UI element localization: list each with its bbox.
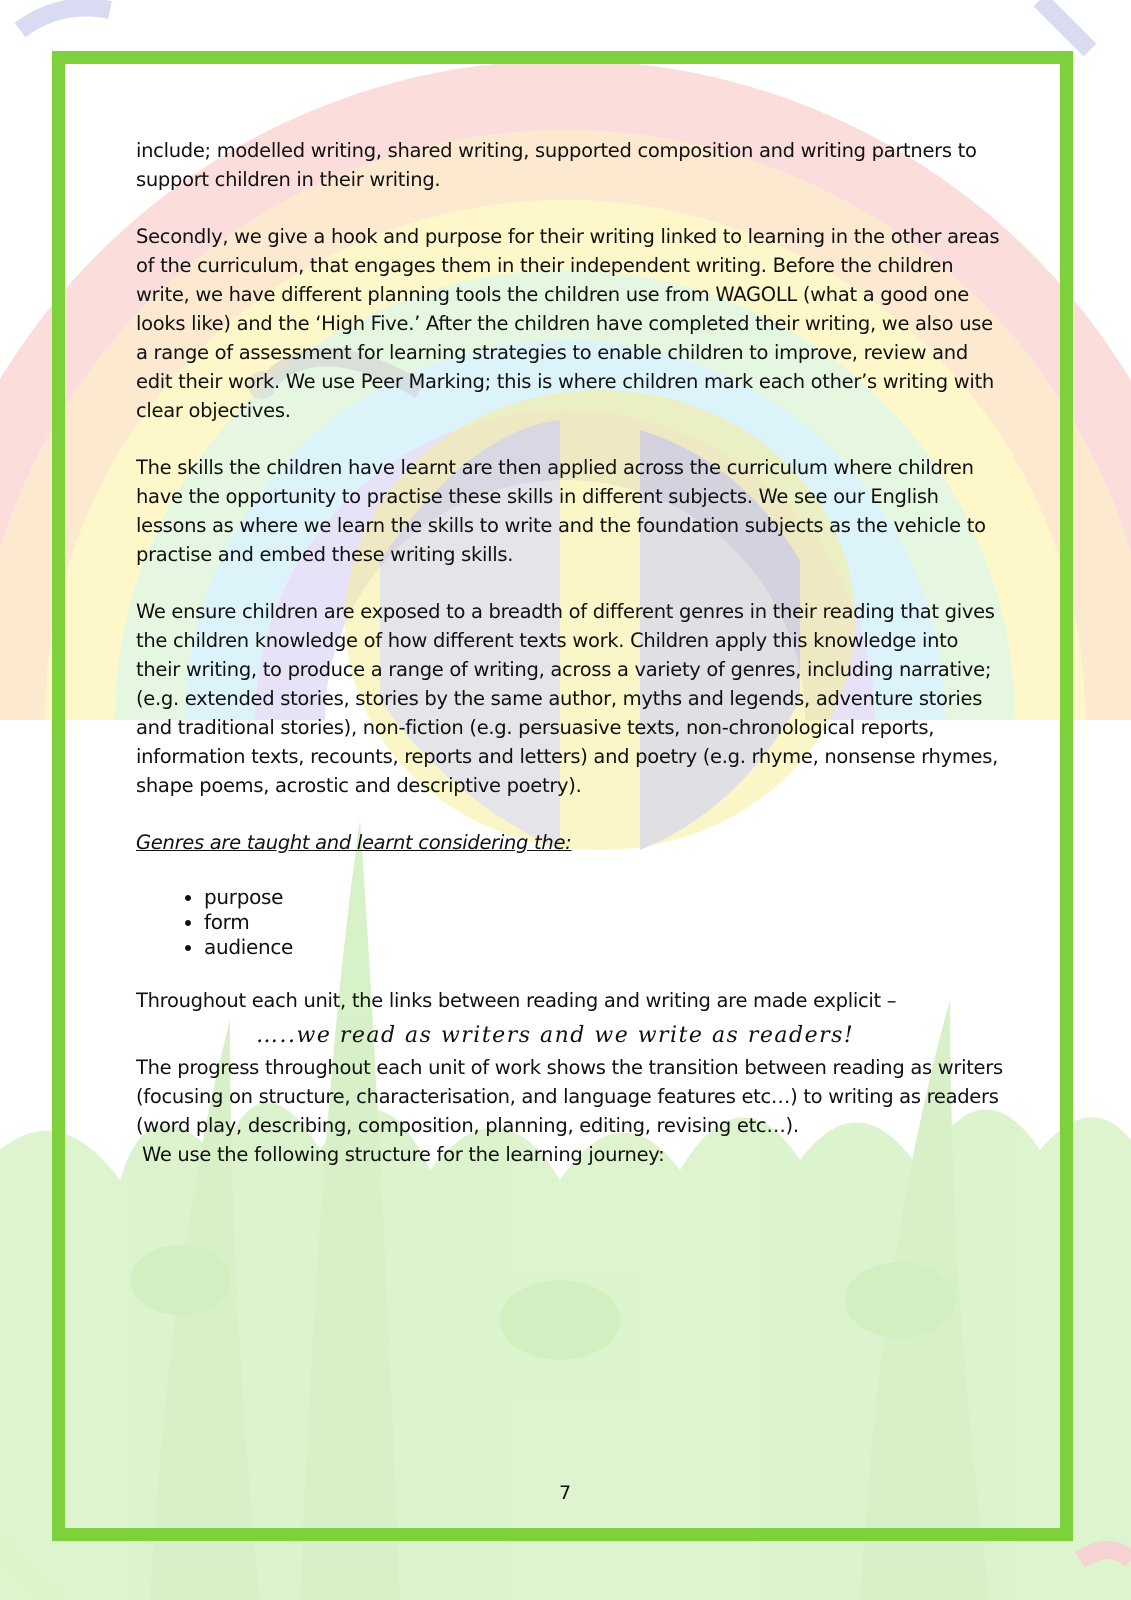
paragraph-hook-and-purpose: Secondly, we give a hook and purpose for their writing linked to learning in the other areas of the curriculum, that engages them in their independent writing. Before the children write, we have different planning tools the children use from WAGOLL (what a good one looks like) and the ‘High Five.’ After the children have completed their writing, we also use a range of assessment for learning strategies to enable children to improve, review and edit their work. We use Peer Marking; this is where children mark each other’s writing with clear objectives. (136, 225, 1000, 422)
corner-swirl-top-left (20, 8, 110, 31)
paragraph-writing-support: include; modelled writing, shared writing, supported composition and writing partners to support children in their writing. (136, 139, 977, 191)
quote-read-as-writers: …..we read as writers and we write as readers! (256, 1023, 855, 1048)
paragraph-skills-applied: The skills the children have learnt are then applied across the curriculum where children have the opportunity to practise these skills in different subjects. We see our English lessons as where we learn the skills to write and the foundation subjects as the vehicle to practise and embed these writing skills. (136, 456, 986, 566)
paragraph-learning-journey: We use the following structure for the learning journey: (142, 1143, 665, 1166)
genres-bullet-list (136, 885, 1006, 960)
page-number: 7 (558, 1482, 572, 1504)
list-item: • purpose (204, 885, 1006, 910)
corner-swirl-top-right (1040, 0, 1090, 50)
paragraph-reading-writing-links: Throughout each unit, the links between reading and writing are made explicit – (136, 989, 897, 1012)
list-item: • audience (204, 935, 1006, 960)
corner-swirl-bottom-right (1080, 1550, 1131, 1560)
body-text (136, 136, 1006, 1169)
paragraph-progress: The progress throughout each unit of work shows the transition between reading as writers (focusing on structure, characterisation, and language features etc…) to writing as readers (word play, describing, composition, planning, editing, revising etc…). (136, 1056, 1003, 1137)
genres-heading: Genres are taught and learnt considering the: (136, 831, 572, 854)
list-item: • form (204, 910, 1006, 935)
paragraph-genres: We ensure children are exposed to a breadth of different genres in their reading that gives the children knowledge of how different texts work. Children apply this knowledge into their writing, to produce a range of writing, across a variety of genres, including narrative; (e.g. extended stories, stories by the same author, myths and legends, adventure stories and traditional stories), non-fiction (e.g. persuasive texts, non-chronological reports, information texts, recounts, reports and letters) and poetry (e.g. rhyme, nonsense rhymes, shape poems, acrostic and descriptive poetry). (136, 600, 999, 797)
